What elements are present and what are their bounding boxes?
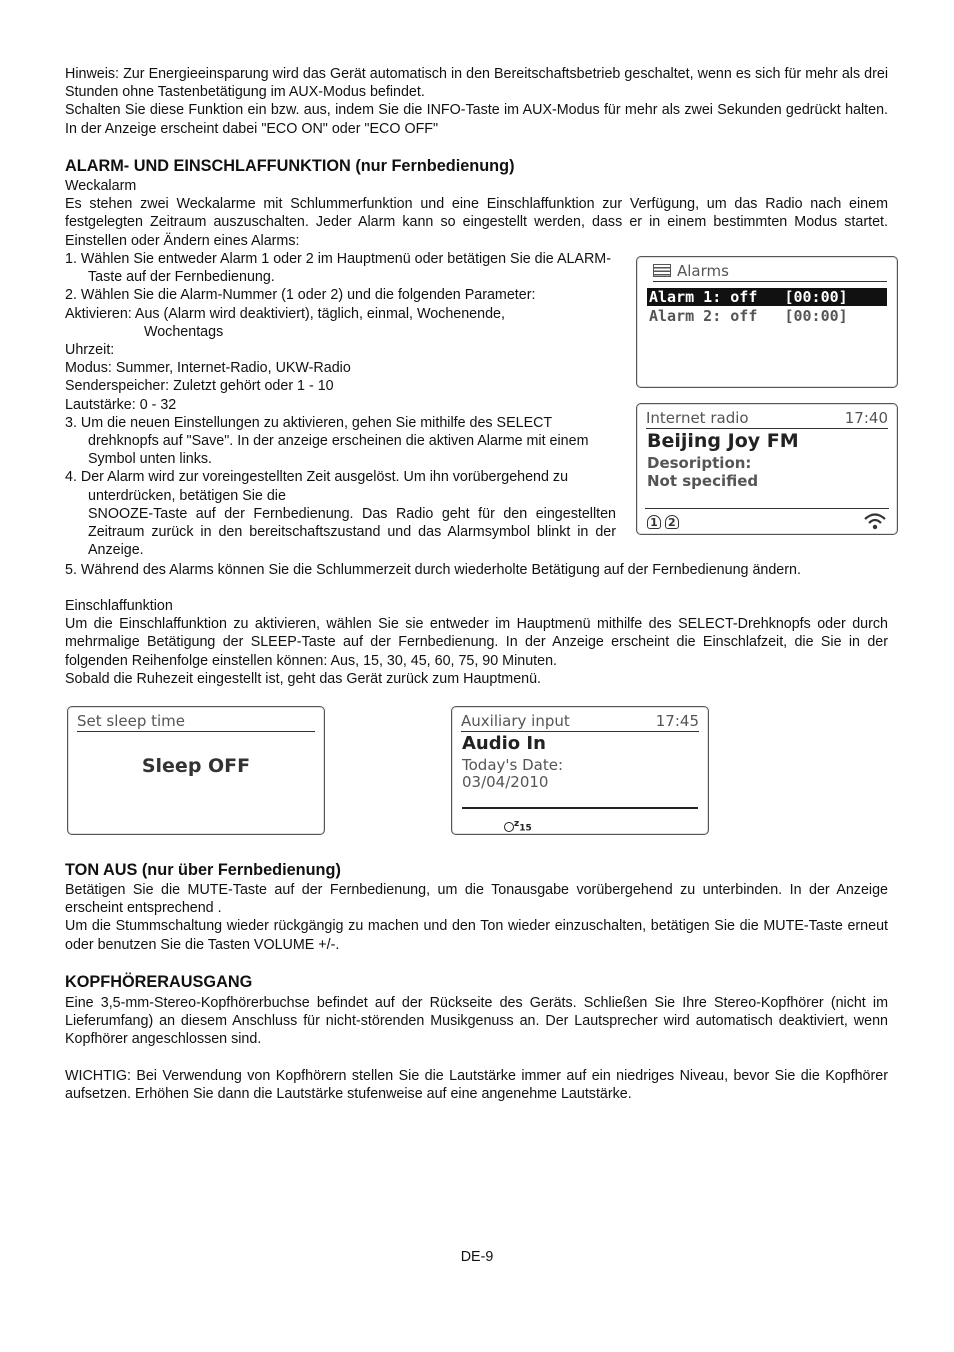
alarm-bell-icon: 2 [665,515,679,529]
sleep-section [65,597,888,688]
alarm-bell-icon: 1 [647,515,661,529]
mute-heading: TON AUS (nur über Fernbedienung) [65,861,341,879]
alarm-step-3: 3. Um die neuen Einstellungen zu aktivieren, gehen Sie mithilfe des SELECT drehknopfs auf "Save". In der anzeige erscheinen die aktiven Alarme mit einem Symbol unten links. [65,414,589,468]
headphone-warning: WICHTIG: Bei Verwendung von Kopfhörern stellen Sie die Lautstärke immer auf ein niedriges Niveau, bevor Sie die Kopfhörer aufsetzen. Erhöhen Sie dann die Lautstärke stufenweise auf eine angenehme Lautstärke. [65,1067,888,1102]
aux-divider [462,807,698,809]
intro-section [65,65,888,138]
wifi-icon [863,512,887,530]
sleep-screen-title: Set sleep time [77,712,186,730]
alarm-desc: Es stehen zwei Weckalarme mit Schlummerfunktion und eine Einschlaffunktion zur Verfügung, um das Radio nach einem festgelegten Zeitraum auszuschalten. Jeder Alarm kann so eingestellt werden, dass er in einem bestimmten Modus startet. Einstellen oder Ändern eines Alarms: [65,196,888,249]
intro-eco: Schalten Sie diese Funktion ein bzw. aus, indem Sie die INFO-Taste im AUX-Modus für mehr als zwei Sekunden gedrückt halten. In der Anzeige erscheint dabei "ECO ON" oder "ECO OFF" [65,102,888,137]
headphone-section [65,994,888,1103]
alarm-step-5: 5. Während des Alarms können Sie die Schlummerzeit durch wiederholte Betätigung auf der Fernbedienung ändern. [65,562,801,578]
alarm-step-2: 2. Wählen Sie die Alarm-Nummer (1 oder 2) und die folgenden Parameter: [65,287,536,304]
status-divider [645,508,889,509]
alarm-steps [65,250,616,559]
sleep-screen [67,706,325,835]
intro-note: Hinweis: Zur Energieeinsparung wird das Gerät automatisch in den Bereitschaftsbetrieb geschaltet, wenn es sich für mehr als drei Stunden ohne Tastenbetätigung im AUX-Modus befindet. [65,66,888,101]
internet-radio-header [646,408,888,429]
headphone-heading: KOPFHÖRERAUSGANG [65,973,253,991]
internet-radio-title: Internet radio [646,409,749,427]
station-desc-value: Not specified [647,472,759,490]
sleep-value: Sleep OFF [141,755,251,777]
aux-screen [451,706,709,835]
alarm-heading: ALARM- UND EINSCHLAFFUNKTION (nur Fernbedienung) [65,157,515,175]
alarm-param-lautstaerke: Lautstärke: 0 - 32 [65,396,177,413]
aux-audio-in: Audio In [462,733,546,754]
sleep-return: Sobald die Ruhezeit eingestellt ist, geht das Gerät zurück zum Hauptmenü. [65,670,542,687]
alarms-screen [636,256,898,388]
alarm-1-row: Alarm 1: off [00:00] [647,288,887,306]
station-desc-label: Desoription: [647,454,752,472]
aux-screen-header [461,711,699,732]
internet-radio-time: 17:40 [844,409,888,427]
aux-screen-time: 17:45 [655,712,699,730]
sleep-sub: Einschlaffunktion [65,598,173,614]
sleep-timer-indicator [504,815,532,838]
sleep-screen-header [77,711,315,732]
station-name: Beijing Joy FM [647,430,799,452]
alarm-param-aktivieren: Aktivieren: Aus (Alarm wird deaktiviert), täglich, einmal, Wochenende, [65,305,505,322]
mute-section [65,881,888,954]
alarm-step-4a: 4. Der Alarm wird zur voreingestellten Zeit ausgelöst. Um ihn vorübergehend zu unterdrücken, betätigen Sie die [65,469,569,504]
alarms-screen-title: Alarms [677,262,729,280]
aux-screen-title: Auxiliary input [461,712,570,730]
clock-icon [504,822,514,832]
page-number: DE-9 [460,1249,494,1265]
mute-desc: Betätigen Sie die MUTE-Taste auf der Fernbedienung, um die Tonausgabe vorübergehend zu unterbinden. In der Anzeige erscheint entsprechend . [65,882,888,917]
sleep-desc: Um die Einschlaffunktion zu aktivieren, wählen Sie sie entweder im Hauptmenü mithilfe des SELECT-Drehknopfs oder durch mehrmalige Betätigung der SLEEP-Taste auf der Fernbedienung. In der Anzeige erscheint die Einschlafzeit, die Sie in der folgenden Reihenfolge einstellen können: Aus, 15, 30, 45, 60, 75, 90 Minuten. [65,616,888,669]
sleep-minutes: 15 [519,823,532,834]
alarm-sub: Weckalarm [65,178,137,194]
sleep-z: z [514,819,520,829]
alarm-param-uhrzeit: Uhrzeit: [65,342,115,359]
alarm-intro [65,177,888,250]
alarm-param-sender: Senderspeicher: Zuletzt gehört oder 1 - 10 [65,378,334,395]
alarms-screen-header [653,261,887,282]
headphone-desc: Eine 3,5-mm-Stereo-Kopfhörerbuchse befindet auf der Rückseite des Geräts. Schließen Sie Ihre Stereo-Kopfhörer (nicht im Lieferumfang) an diesem Anschluss für nicht-störenden Musikgenuss an. Der Lautsprecher wird automatisch deaktiviert, wenn Kopfhörer angeschlossen sind. [65,995,888,1048]
alarm-2-row: Alarm 2: off [00:00] [649,307,848,325]
internet-radio-screen [636,403,898,535]
active-alarms [647,514,679,532]
alarm-step-1: 1. Wählen Sie entweder Alarm 1 oder 2 im Hauptmenü oder betätigen Sie die ALARM-Taste auf der Fernbedienung. [65,251,611,286]
alarm-step-4b: SNOOZE-Taste auf der Fernbedienung. Das Radio geht für den eingestellten Zeitraum zurück in den bereitschaftszustand und das Alarmsymbol blinkt in der Anzeige. [88,505,616,559]
list-icon [653,264,671,277]
aux-date-label: Today's Date: [462,756,563,774]
alarm-param-wochentags: Wochentags [144,323,224,340]
mute-undo: Um die Stummschaltung wieder rückgängig zu machen und den Ton wieder einzuschalten, betätigen Sie die MUTE-Taste erneut oder benutzen Sie die Tasten VOLUME +/-. [65,918,888,953]
aux-date-value: 03/04/2010 [462,773,549,791]
alarm-param-modus: Modus: Summer, Internet-Radio, UKW-Radio [65,360,351,377]
